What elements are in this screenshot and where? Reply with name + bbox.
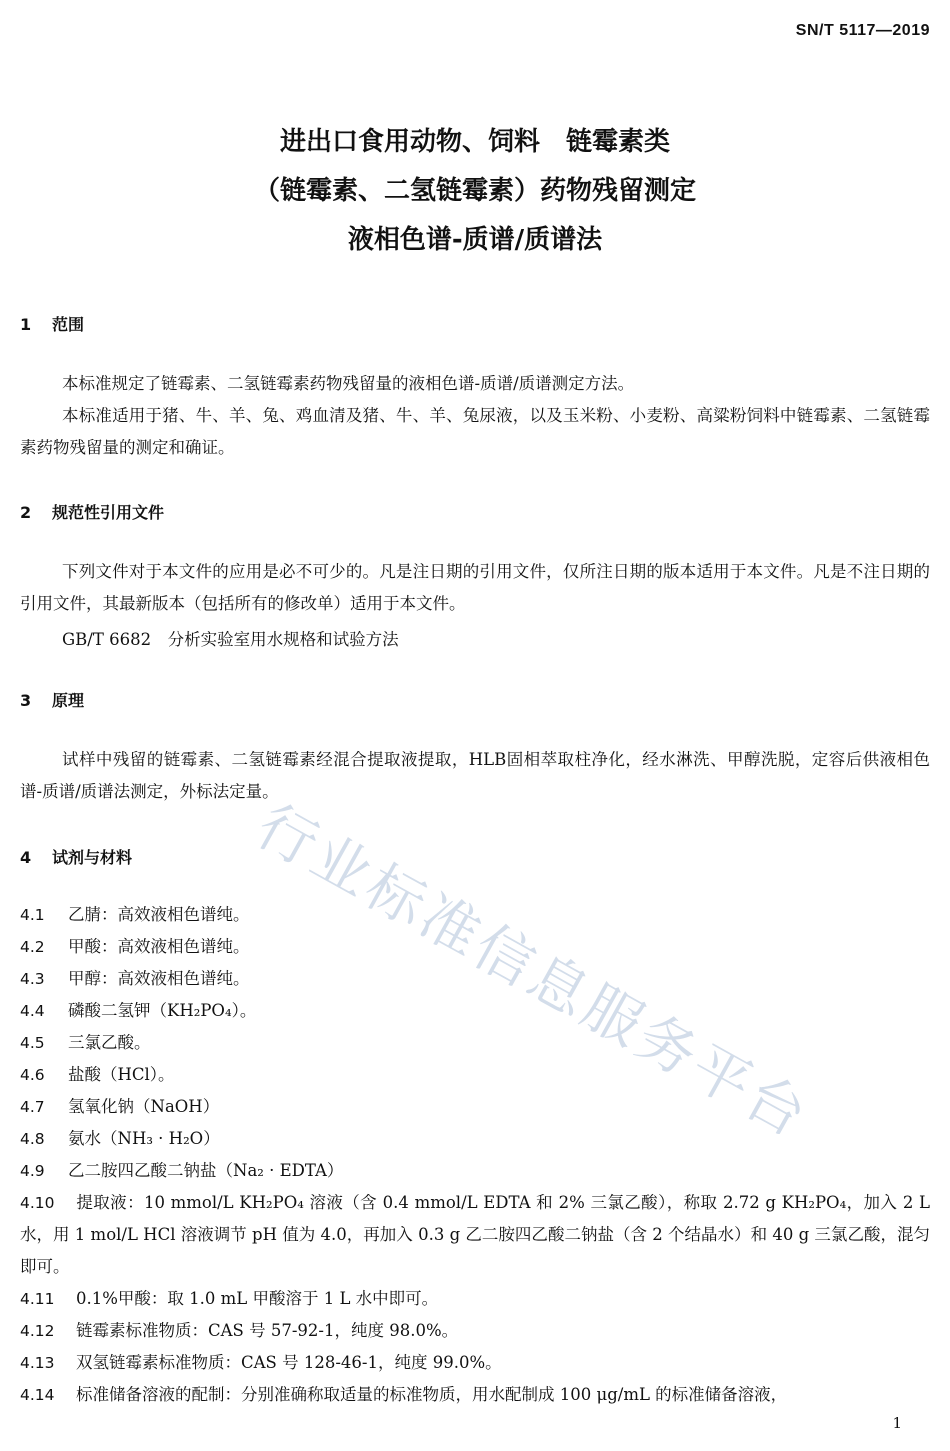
list-item (20, 1283, 930, 1315)
item-text: 链霉素标准物质：CAS 号 57-92-1，纯度 98.0%。 (76, 1321, 459, 1340)
section-1-heading (20, 312, 84, 335)
list-item (20, 1027, 930, 1059)
list-item (20, 1315, 930, 1347)
item-text: 甲醇：高效液相色谱纯。 (68, 969, 250, 988)
section-2-heading (20, 500, 164, 523)
item-number: 4.12 (20, 1322, 55, 1340)
list-item (20, 1091, 930, 1123)
section-title: 原理 (52, 691, 85, 710)
section-4-heading (20, 845, 132, 868)
item-text: 乙腈：高效液相色谱纯。 (68, 905, 250, 924)
item-number: 4.3 (20, 970, 45, 988)
item-text: 氨水（NH₃ · H₂O） (68, 1129, 220, 1148)
list-item (20, 995, 930, 1027)
section-title: 范围 (52, 315, 85, 334)
list-item (20, 1155, 930, 1187)
item-number: 4.6 (20, 1066, 45, 1084)
item-number: 4.14 (20, 1386, 55, 1404)
section-3-paragraph-1: 试样中残留的链霉素、二氢链霉素经混合提取液提取，HLB固相萃取柱净化，经水淋洗、甲醇洗脱，定容后供液相色谱-质谱/质谱法测定，外标法定量。 (20, 750, 930, 801)
list-item (20, 1347, 930, 1379)
item-number: 4.9 (20, 1162, 45, 1180)
section-title: 试剂与材料 (52, 848, 133, 867)
section-title: 规范性引用文件 (52, 503, 165, 522)
item-text: 三氯乙酸。 (68, 1033, 151, 1052)
item-number: 4.10 (20, 1194, 55, 1212)
item-text: 乙二胺四乙酸二钠盐（Na₂ · EDTA） (68, 1161, 344, 1180)
item-number: 4.7 (20, 1098, 45, 1116)
item-number: 4.2 (20, 938, 45, 956)
list-item (20, 899, 930, 931)
item-text: 提取液：10 mmol/L KH₂PO₄ 溶液（含 0.4 mmol/L EDTA 和 2% 三氯乙酸），称取 2.72 g KH₂PO₄，加入 2 L 水，用 1 mol/L HCl 溶液调节 pH 值为 4.0，再加入 0.3 g 乙二胺四乙酸二钠盐（含 2 个结晶水）和 40 g 三氯乙酸，混匀即可。 (20, 1193, 930, 1276)
section-2-paragraph-1: 下列文件对于本文件的应用是必不可少的。凡是注日期的引用文件，仅所注日期的版本适用于本文件。凡是不注日期的引用文件，其最新版本（包括所有的修改单）适用于本文件。 (20, 562, 930, 613)
section-3-heading (20, 688, 84, 711)
title-line-1: 进出口食用动物、饲料 链霉素类 (279, 127, 670, 157)
list-item (20, 1123, 930, 1155)
item-text: 甲酸：高效液相色谱纯。 (68, 937, 250, 956)
item-text: 磷酸二氢钾（KH₂PO₄）。 (68, 1001, 257, 1020)
item-number: 4.5 (20, 1034, 45, 1052)
title-line-3: 液相色谱-质谱/质谱法 (347, 225, 603, 255)
item-text: 标准储备溶液的配制：分别准确称取适量的标准物质，用水配制成 100 μg/mL 的标准储备溶液， (76, 1385, 788, 1404)
section-number: 3 (20, 691, 32, 710)
item-text: 0.1%甲酸：取 1.0 mL 甲酸溶于 1 L 水中即可。 (76, 1289, 439, 1308)
item-number: 4.4 (20, 1002, 45, 1020)
title-line-2: （链霉素、二氢链霉素）药物残留测定 (253, 176, 696, 206)
reference-code: GB/T 6682 (62, 630, 152, 649)
item-text: 盐酸（HCl）。 (68, 1065, 175, 1084)
section-number: 1 (20, 315, 32, 334)
section-1-paragraph-2: 本标准适用于猪、牛、羊、兔、鸡血清及猪、牛、羊、兔尿液，以及玉米粉、小麦粉、高粱粉饲料中链霉素、二氢链霉素药物残留量的测定和确证。 (20, 406, 930, 457)
normative-reference (62, 626, 399, 650)
section-number: 4 (20, 848, 32, 867)
item-number: 4.11 (20, 1290, 55, 1308)
item-text: 氢氧化钠（NaOH） (68, 1097, 220, 1116)
section-number: 2 (20, 503, 32, 522)
standard-code: SN/T 5117—2019 (795, 22, 930, 39)
section-1-paragraph-1: 本标准规定了链霉素、二氢链霉素药物残留量的液相色谱-质谱/质谱测定方法。 (62, 374, 635, 393)
page-number: 1 (892, 1414, 902, 1432)
list-item (20, 1059, 930, 1091)
watermark: 行业标准信息服务平台 (245, 791, 821, 1152)
item-number: 4.13 (20, 1354, 55, 1372)
list-item (20, 963, 930, 995)
list-item (20, 1187, 930, 1283)
reference-title: 分析实验室用水规格和试验方法 (167, 630, 399, 649)
item-number: 4.8 (20, 1130, 45, 1148)
item-text: 双氢链霉素标准物质：CAS 号 128-46-1，纯度 99.0%。 (76, 1353, 502, 1372)
list-item (20, 1379, 930, 1411)
document-title (0, 118, 950, 265)
list-item (20, 931, 930, 963)
item-number: 4.1 (20, 906, 45, 924)
